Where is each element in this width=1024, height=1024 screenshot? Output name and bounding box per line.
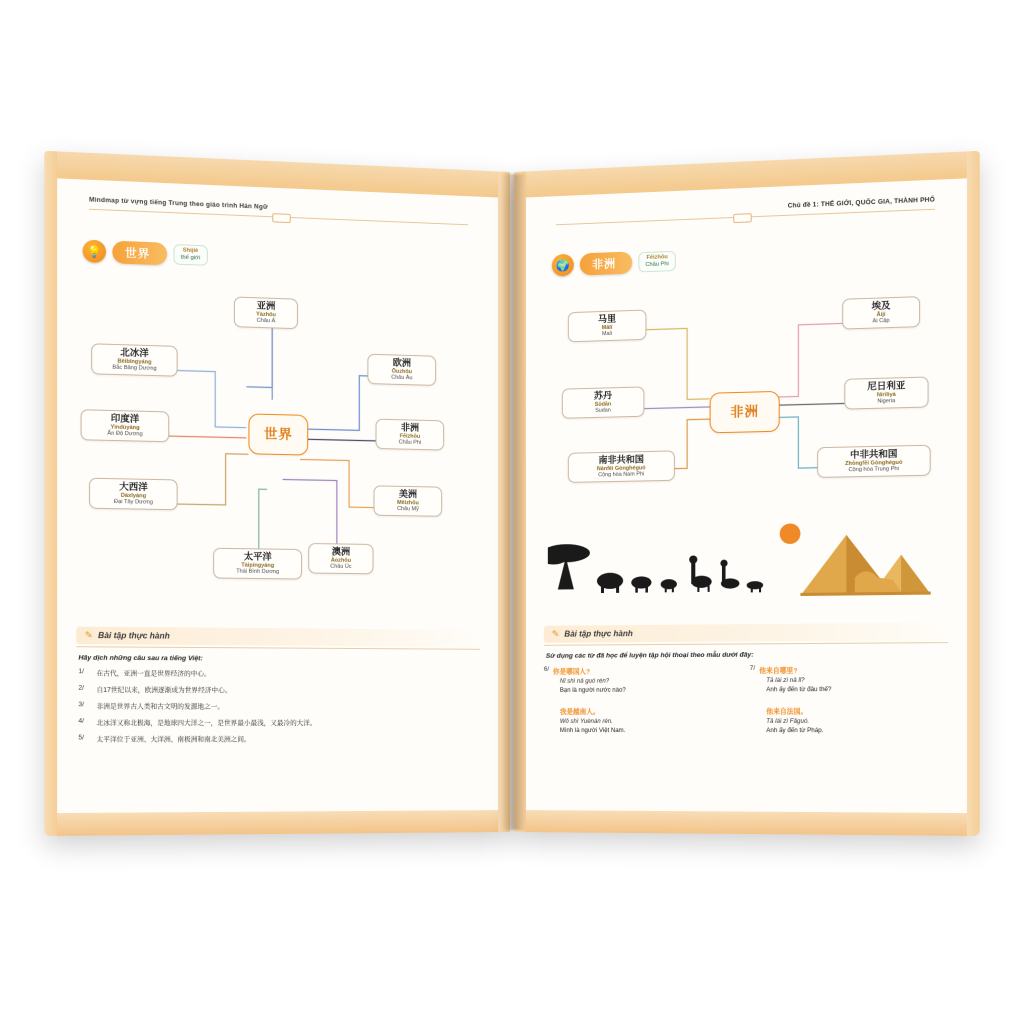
exercise-item: 2/ 自17世纪以来，欧洲逐渐成为世界经济中心。 xyxy=(78,684,232,695)
left-title-pinyin: Shìjiè xyxy=(182,247,199,255)
right-exercise-instruction: Sử dụng các từ đã học để luyện tập hội thoại theo mẫu dưới đây: xyxy=(545,651,754,660)
exercise-item-text: 非洲是世界古人类和古文明的发源地之一。 xyxy=(96,703,224,711)
right-exercise-section xyxy=(544,622,948,737)
dialogue-question-vietnamese: Bạn là người nước nào? xyxy=(559,687,626,694)
savanna-pyramids-illustration xyxy=(548,513,952,606)
left-title-reading xyxy=(173,244,207,266)
right-title-vietnamese: Châu Phi xyxy=(645,261,669,269)
right-page-header xyxy=(556,196,935,238)
exercise-item-text: 自17世纪以来，欧洲逐渐成为世界经济中心。 xyxy=(96,686,232,695)
exercise-item: 3/ 非洲是世界古人类和古文明的发源地之一。 xyxy=(78,701,224,711)
page-border-bottom xyxy=(514,810,980,836)
mindmap-node-africa: 非洲 Fēizhōu Châu Phi xyxy=(376,419,445,451)
right-title-reading xyxy=(638,251,676,273)
mindmap-node-america: 美洲 Měizhōu Châu Mỹ xyxy=(374,485,443,517)
open-book xyxy=(58,172,966,862)
dialogue-answer-hanzi: 他来自法国。 xyxy=(766,708,808,716)
left-page-content xyxy=(57,178,498,813)
right-exercise-header xyxy=(544,622,948,642)
left-exercise-label: Bài tập thực hành xyxy=(98,630,170,641)
dialogue-answer-vietnamese: Mình là người Việt Nam. xyxy=(559,728,626,735)
exercise-item: 5/ 太平洋位于亚洲、大洋洲、南极洲和南北美洲之间。 xyxy=(78,734,251,744)
exercise-item-text: 太平洋位于亚洲、大洋洲、南极洲和南北美洲之间。 xyxy=(96,736,251,744)
mindmap-node-egypt: 埃及 Āijí Ai Cập xyxy=(842,296,920,330)
lightbulb-icon: 💡 xyxy=(83,240,106,264)
dialogue-question-vietnamese: Anh ấy đến từ đâu thế? xyxy=(766,686,832,694)
right-page-content xyxy=(526,178,967,813)
right-title-block xyxy=(552,250,676,277)
left-header-text: Mindmap từ vựng tiếng Trung theo giáo trình Hán Ngữ xyxy=(89,196,268,211)
exercise-rule xyxy=(544,642,948,646)
mindmap-node-asia: 亚洲 Yàzhōu Châu Á xyxy=(234,296,298,329)
book-gutter-shadow xyxy=(502,174,526,830)
dialogue-item: 7/ 他来自哪里? Tā lái zì nǎ lǐ? Anh ấy đến từ đâu thế? 他来自法国。 Tā lái zì Fǎguó. Anh ấy đến từ Pháp. xyxy=(750,664,948,738)
page-border-left xyxy=(44,151,57,836)
mindmap-node-nigeria: 尼日利亚 Nírìlìyà Nigeria xyxy=(844,376,928,409)
dialogue-answer-pinyin: Tā lái zì Fǎguó. xyxy=(766,718,810,725)
mindmap-node-pacific-ocean: 太平洋 Tàipíngyáng Thái Bình Dương xyxy=(213,548,302,580)
left-page xyxy=(44,151,510,836)
left-exercise-header xyxy=(76,627,480,647)
left-exercise-section xyxy=(76,627,480,751)
mindmap-node-oceania: 澳洲 Àozhōu Châu Úc xyxy=(308,543,373,575)
mindmap-node-south-africa: 南非共和国 Nánfēi Gònghéguó Cộng hòa Nam Phi xyxy=(568,450,675,483)
dialogue-grid xyxy=(544,664,948,738)
exercise-item-text: 在古代，亚洲一直是世界经济的中心。 xyxy=(96,670,211,678)
right-page xyxy=(514,151,980,836)
dialogue-answer-hanzi: 我是越南人。 xyxy=(559,708,600,716)
africa-globe-icon: 🌍 xyxy=(552,254,574,277)
dialogue-question-pinyin: Tā lái zì nǎ lǐ? xyxy=(766,677,805,685)
dialogue-answer-pinyin: Wǒ shì Yuènán rén. xyxy=(559,718,613,725)
pencil-icon: ✎ xyxy=(84,629,93,641)
left-page-header xyxy=(89,196,468,238)
dialogue-answer-vietnamese: Anh ấy đến từ Pháp. xyxy=(766,728,824,735)
mindmap-node-europe: 欧洲 Ōuzhōu Châu Âu xyxy=(367,354,436,387)
mindmap-node-atlantic-ocean: 大西洋 Dàxīyáng Đại Tây Dương xyxy=(89,478,178,511)
mindmap-node-indian-ocean: 印度洋 Yìndùyáng Ấn Độ Dương xyxy=(81,409,170,442)
mindmap-node-arctic-ocean: 北冰洋 Běibīngyáng Bắc Băng Dương xyxy=(91,343,177,377)
dialogue-item: 6/ 你是哪国人? Nǐ shì nǎ guó rén? Bạn là người nước nào? 我是越南人。 Wǒ shì Yuènán rén. Mình là người Việt Nam. xyxy=(544,665,735,737)
exercise-item-text: 北冰洋又称北极海，是地球四大洋之一，是世界最小最浅，又最冷的大洋。 xyxy=(96,719,317,727)
mindmap-center-node: 世界 xyxy=(248,413,308,455)
left-title-block xyxy=(83,240,208,267)
left-title-vietnamese: thế giới xyxy=(180,254,201,262)
page-border-right xyxy=(967,151,980,836)
pencil-icon: ✎ xyxy=(551,628,560,639)
dialogue-question-hanzi: 他来自哪里? xyxy=(759,667,798,675)
page-border-bottom xyxy=(44,810,510,836)
left-exercise-instruction: Hãy dịch những câu sau ra tiếng Việt: xyxy=(78,654,203,663)
right-title-pinyin: Fēizhōu xyxy=(646,254,668,262)
exercise-item: 1/ 在古代，亚洲一直是世界经济的中心。 xyxy=(78,667,211,678)
exercise-rule xyxy=(76,646,480,650)
right-header-text: Chủ đề 1: THẾ GIỚI, QUỐC GIA, THÀNH PHỐ xyxy=(787,196,935,210)
mindmap-node-sudan: 苏丹 Sūdān Sudan xyxy=(562,386,645,419)
dialogue-question-hanzi: 你是哪国人? xyxy=(553,668,591,676)
left-title-hanzi: 世界 xyxy=(112,241,167,266)
right-exercise-label: Bài tập thực hành xyxy=(564,629,633,639)
right-title-hanzi: 非洲 xyxy=(580,251,632,275)
mindmap-node-mali: 马里 Mǎlǐ Mali xyxy=(568,310,647,343)
exercise-item: 4/ 北冰洋又称北极海，是地球四大洋之一，是世界最小最浅，又最冷的大洋。 xyxy=(78,717,317,727)
mindmap-node-central-africa: 中非共和国 Zhōngfēi Gònghéguó Cộng hòa Trung Phi xyxy=(817,445,931,479)
mindmap-center-node-africa: 非洲 xyxy=(710,391,780,434)
dialogue-question-pinyin: Nǐ shì nǎ guó rén? xyxy=(559,678,610,685)
